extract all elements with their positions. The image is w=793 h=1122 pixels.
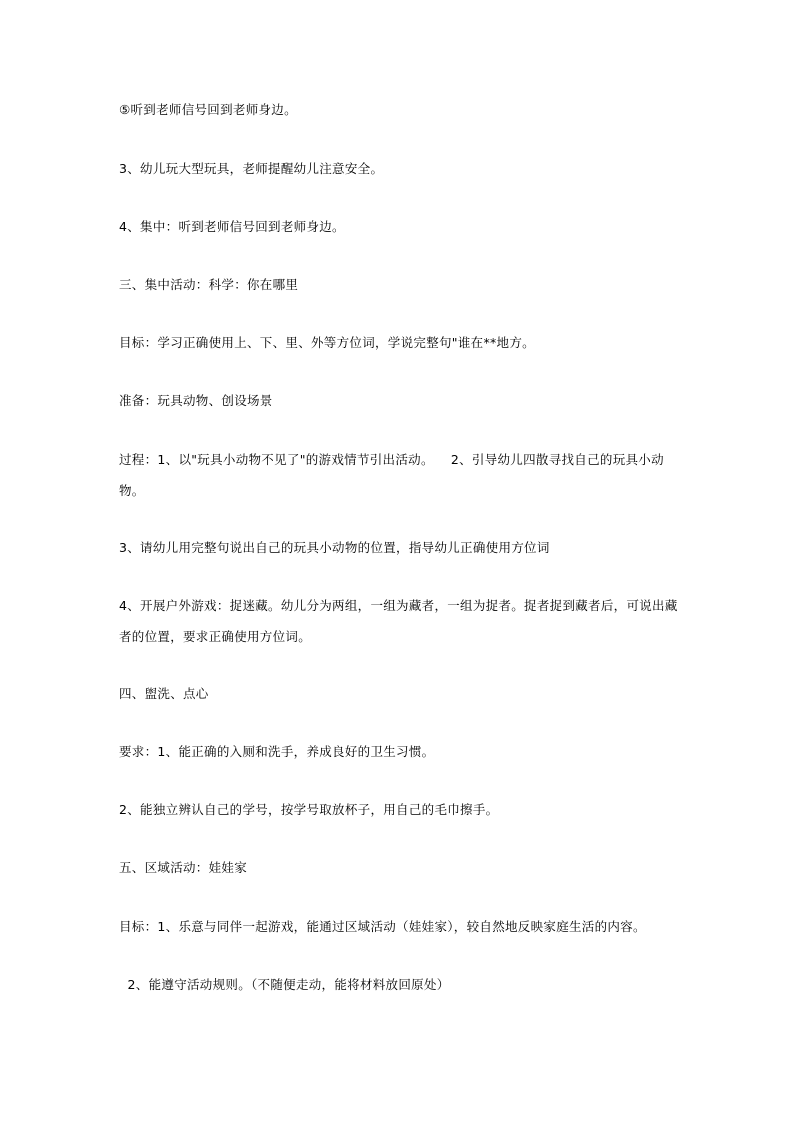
paragraph-text: 准备：玩具动物、创设场景 [119, 393, 273, 408]
paragraph-text: 4、集中：听到老师信号回到老师身边。 [119, 219, 345, 234]
paragraph-text: ⑤听到老师信号回到老师身边。 [119, 102, 297, 117]
paragraph-text: 要求：1、能正确的入厕和洗手，养成良好的卫生习惯。 [119, 744, 435, 759]
paragraph-text: 三、集中活动：科学：你在哪里 [119, 277, 299, 292]
paragraph-text: 目标：学习正确使用上、下、里、外等方位词，学说完整句"谁在**地方。 [119, 335, 535, 350]
paragraph-text: 过程：1、以"玩具小动物不见了"的游戏情节引出活动。 2、引导幼儿四散寻找自己的玩具小动物。 [119, 452, 664, 498]
paragraph-text: 五、区域活动：娃娃家 [119, 860, 248, 875]
paragraph-step-5 [119, 94, 679, 125]
paragraph-text: 2、能遵守活动规则。（不随便走动，能将材料放回原处） [119, 977, 450, 992]
section-heading-5 [119, 852, 679, 883]
paragraph-text: 目标：1、乐意与同伴一起游戏，能通过区域活动（娃娃家），较自然地反映家庭生活的内容。 [119, 919, 646, 934]
paragraph-step-4 [119, 211, 679, 242]
paragraph-process [119, 444, 679, 506]
paragraph-step-3 [119, 153, 679, 184]
section-heading-4 [119, 678, 679, 709]
paragraph-process-4 [119, 590, 679, 652]
paragraph-text: 2、能独立辨认自己的学号，按学号取放杯子，用自己的毛巾擦手。 [119, 802, 499, 817]
paragraph-area-goal-2 [119, 969, 679, 1000]
paragraph-area-goal-1 [119, 911, 699, 942]
paragraph-process-3 [119, 532, 679, 563]
paragraph-text: 四、盥洗、点心 [119, 686, 209, 701]
paragraph-requirement-1 [119, 736, 679, 767]
paragraph-text: 4、开展户外游戏：捉迷藏。幼儿分为两组，一组为藏者，一组为捉者。捉者捉到藏者后，可说出藏者的位置，要求正确使用方位词。 [119, 598, 678, 644]
paragraph-text: 3、请幼儿用完整句说出自己的玩具小动物的位置，指导幼儿正确使用方位词 [119, 540, 550, 555]
paragraph-goal [119, 327, 679, 358]
paragraph-requirement-2 [119, 794, 679, 825]
paragraph-text: 3、幼儿玩大型玩具，老师提醒幼儿注意安全。 [119, 161, 384, 176]
section-heading-3 [119, 269, 679, 300]
paragraph-preparation [119, 385, 679, 416]
